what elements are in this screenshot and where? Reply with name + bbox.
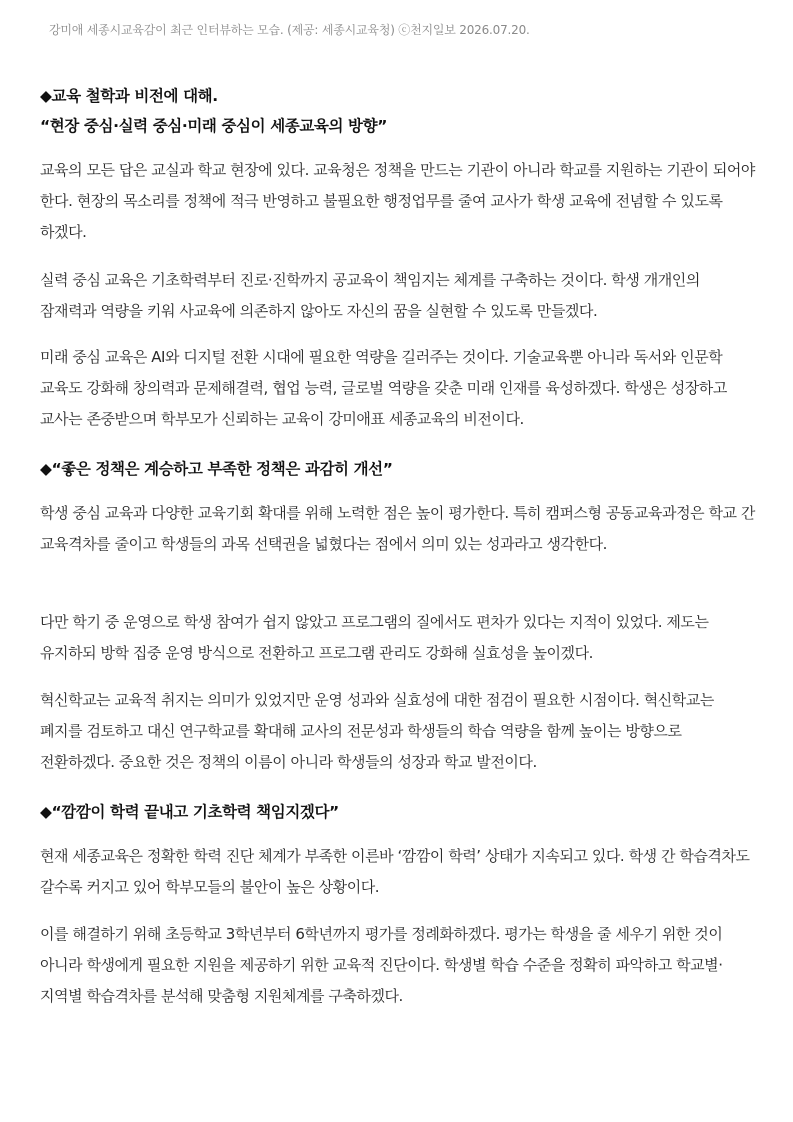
section-heading-policy: ◆“좋은 정책은 계승하고 부족한 정책은 과감히 개선” xyxy=(40,460,393,478)
paragraph: 교육의 모든 답은 교실과 학교 현장에 있다. 교육청은 정책을 만드는 기관이 아니라 학교를 지원하는 기관이 되어야 한다. 현장의 목소리를 정책에 적극 반영하고 불필요한 행정업무를 줄여 교사가 학생 교육에 전념할 수 있도록 하겠다. xyxy=(40,161,755,241)
paragraph: 미래 중심 교육은 AI와 디지털 전환 시대에 필요한 역량을 길러주는 것이다. 기술교육뿐 아니라 독서와 인문학 교육도 강화해 창의력과 문제해결력, 협업 능력, 글로벌 역량을 갖춘 미래 인재를 육성하겠다. 학생은 성장하고 교사는 존중받으며 학부모가 신뢰하는 교육이 강미애표 세종교육의 비전이다. xyxy=(40,348,727,428)
paragraph: 다만 학기 중 운영으로 학생 참여가 쉽지 않았고 프로그램의 질에서도 편차가 있다는 지적이 있었다. 제도는 유지하되 방학 집중 운영 방식으로 전환하고 프로그램 관리도 강화해 실효성을 높이겠다. xyxy=(40,613,709,662)
paragraph: 학생 중심 교육과 다양한 교육기회 확대를 위해 노력한 점은 높이 평가한다. 특히 캠퍼스형 공동교육과정은 학교 간 교육격차를 줄이고 학생들의 과목 선택권을 넓혔다는 점에서 의미 있는 성과라고 생각한다. xyxy=(40,504,755,553)
paragraph: 이를 해결하기 위해 초등학교 3학년부터 6학년까지 평가를 정례화하겠다. 평가는 학생을 줄 세우기 위한 것이 아니라 학생에게 필요한 지원을 제공하기 위한 교육적 진단이다. 학생별 학습 수준을 정확히 파악하고 학교별·지역별 학습격차를 분석해 맞춤형 지원체계를 구축하겠다. xyxy=(40,925,723,1005)
paragraph: 실력 중심 교육은 기초학력부터 진로·진학까지 공교육이 책임지는 체계를 구축하는 것이다. 학생 개개인의 잠재력과 역량을 키워 사교육에 의존하지 않아도 자신의 꿈을 실현할 수 있도록 만들겠다. xyxy=(40,271,700,320)
paragraph: 혁신학교는 교육적 취지는 의미가 있었지만 운영 성과와 실효성에 대한 점검이 필요한 시점이다. 혁신학교는 폐지를 검토하고 대신 연구학교를 확대해 교사의 전문성과 학생들의 학습 역량을 함께 높이는 방향으로 전환하겠다. 중요한 것은 정책의 이름이 아니라 학생들의 성장과 학교 발전이다. xyxy=(40,691,714,771)
photo-caption: 강미애 세종시교육감이 최근 인터뷰하는 모습. (제공: 세종시교육청) ⓒ천지일보 2026.07.20. xyxy=(49,23,530,37)
paragraph: 현재 세종교육은 정확한 학력 진단 체계가 부족한 이른바 ‘깜깜이 학력’ 상태가 지속되고 있다. 학생 간 학습격차도 갈수록 커지고 있어 학부모들의 불안이 높은 상황이다. xyxy=(40,847,750,896)
section-heading-academic: ◆“깜깜이 학력 끝내고 기초학력 책임지겠다” xyxy=(40,803,339,821)
section-subheading-philosophy: “현장 중심·실력 중심·미래 중심이 세종교육의 방향” xyxy=(40,117,387,135)
section-heading-philosophy: ◆교육 철학과 비전에 대해. xyxy=(40,87,218,105)
